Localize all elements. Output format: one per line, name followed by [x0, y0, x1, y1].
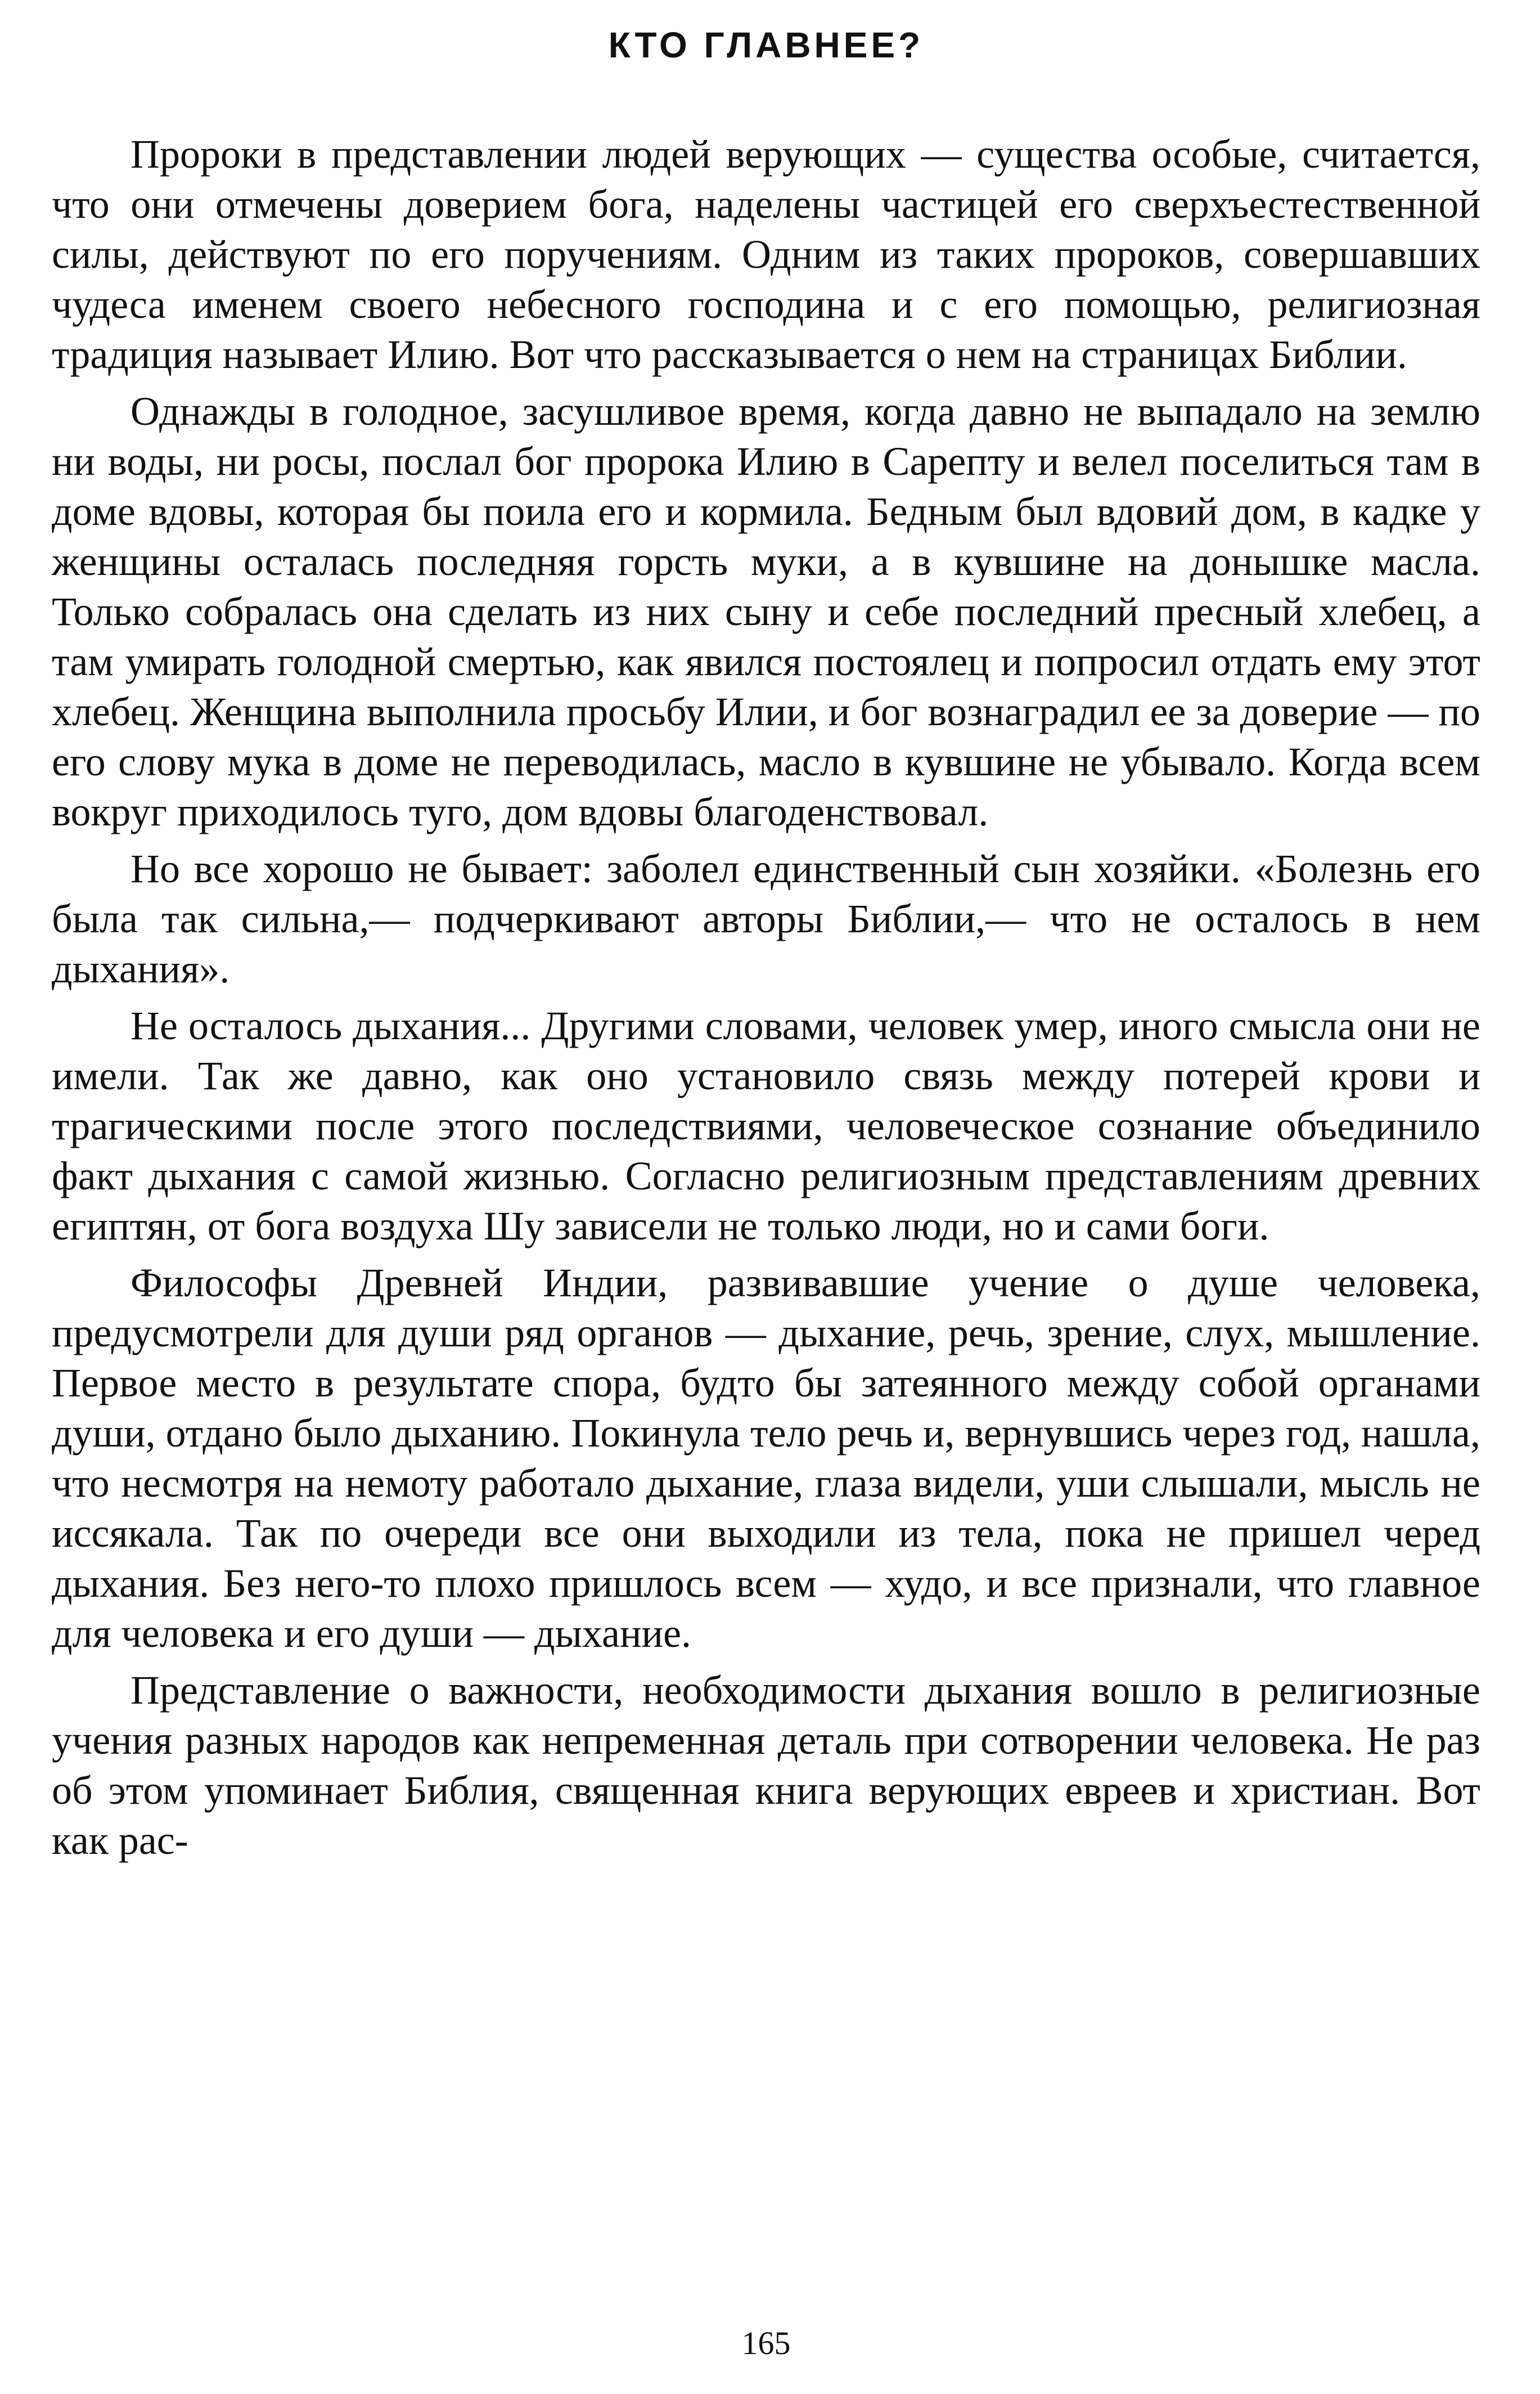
paragraph-3: Но все хорошо не бывает: заболел единственный сын хозяйки. «Болезнь его была так сильна,— подчеркивают авторы Библии,— что не осталось в нем дыхания». [52, 846, 1480, 991]
paragraph-2: Однажды в голодное, засушливое время, когда давно не выпадало на землю ни воды, ни росы, послал бог пророка Илию в Сарепту и велел поселиться там в доме вдовы, которая бы поила его и кормила. Бедным был вдовий дом, в кадке у женщины осталась последняя горсть муки, а в кувшине на донышке масла. Только собралась она сделать из них сыну и себе последний пресный хлебец, а там умирать голодной смертью, как явился постоялец и попросил отдать ему этот хлебец. Женщина выполнила просьбу Илии, и бог вознаградил ее за доверие — по его слову мука в доме не переводилась, масло в кувшине не убывало. Когда всем вокруг приходилось туго, дом вдовы благоденствовал. [52, 389, 1480, 834]
page-title: КТО ГЛАВНЕЕ? [608, 25, 924, 65]
page-number: 165 [741, 2325, 791, 2361]
document-page [52, 23, 1480, 2374]
paragraph-6: Представление о важности, необходимости дыхания вошло в религиозные учения разных народов как непременная деталь при сотворении человека. Не раз об этом упоминает Библия, священная книга верующих евреев и христиан. Вот как рас- [52, 1668, 1480, 1863]
paragraph-1: Пророки в представлении людей верующих — существа особые, считается, что они отмечены доверием бога, наделены частицей его сверхъестественной силы, действуют по его поручениям. Одним из таких пророков, совершавших чудеса именем своего небесного господина и с его помощью, религиозная традиция называет Илию. Вот что рассказывается о нем на страницах Библии. [52, 132, 1480, 377]
paragraph-5: Философы Древней Индии, развивавшие учение о душе человека, предусмотрели для души ряд органов — дыхание, речь, зрение, слух, мышление. Первое место в результате спора, будто бы затеянного между собой органами души, отдано было дыханию. Покинула тело речь и, вернувшись через год, нашла, что несмотря на немоту работало дыхание, глаза видели, уши слышали, мысль не иссякала. Так по очереди все они выходили из тела, пока не пришел черед дыхания. Без него-то плохо пришлось всем — худо, и все признали, что главное для человека и его души — дыхание. [52, 1260, 1480, 1656]
paragraph-4: Не осталось дыхания... Другими словами, человек умер, иного смысла они не имели. Так же давно, как оно установило связь между потерей крови и трагическими после этого последствиями, человеческое сознание объединило факт дыхания с самой жизнью. Согласно религиозным представлениям древних египтян, от бога воздуха Шу зависели не только люди, но и сами боги. [52, 1003, 1480, 1248]
